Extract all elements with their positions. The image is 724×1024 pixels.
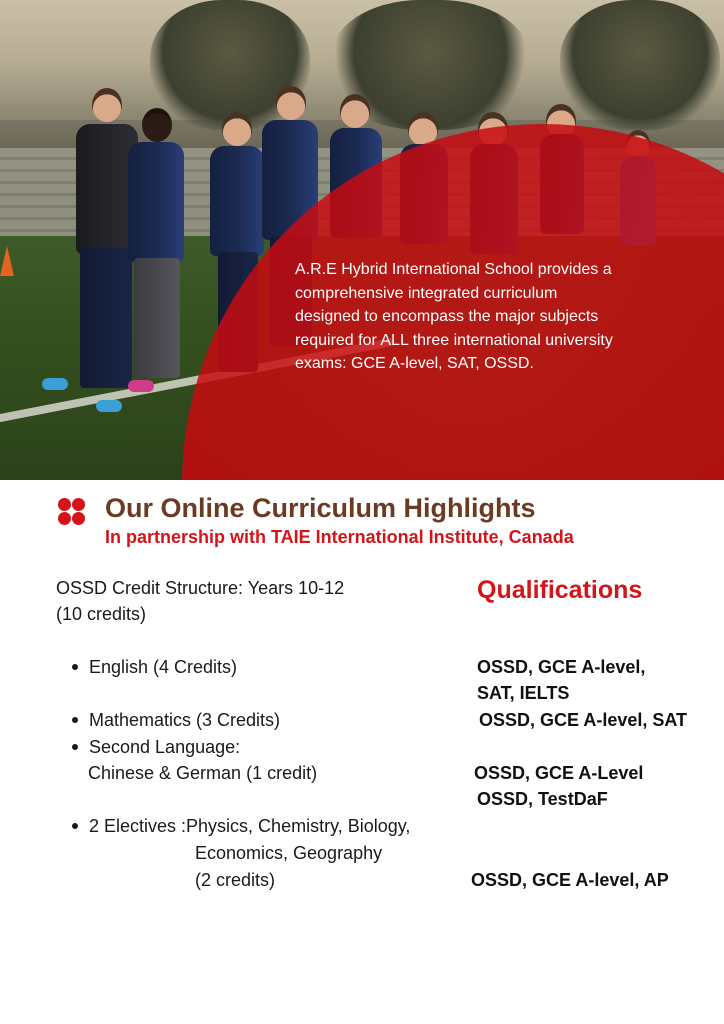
training-cone (0, 246, 14, 276)
intro-line: exams: GCE A-level, SAT, OSSD. (295, 355, 534, 372)
background-tree (560, 0, 720, 130)
subject-electives-credits: (2 credits) (195, 870, 276, 890)
qualification-english: OSSD, GCE A-level, (477, 657, 646, 677)
subject-electives: 2 Electives :Physics, Chemistry, Biology, (89, 816, 411, 836)
intro-line: required for ALL three international university (295, 331, 613, 349)
qualification-mathematics: OSSD, GCE A-level, SAT (479, 710, 688, 730)
intro-paragraph (295, 258, 685, 376)
subject-english: English (4 Credits) (89, 657, 238, 677)
section-title: Our Online Curriculum Highlights (105, 493, 536, 523)
flower-icon (58, 498, 86, 526)
hero-photo (0, 0, 724, 480)
qualification-english-cont: SAT, IELTS (477, 683, 570, 703)
intro-line: A.R.E Hybrid International School provides a (295, 261, 612, 278)
section-subtitle: In partnership with TAIE International Institute, Canada (105, 527, 574, 547)
qualification-second-language-cont: OSSD, TestDaF (477, 789, 608, 809)
subject-second-language-detail: Chinese & German (1 credit) (88, 763, 318, 783)
qualification-second-language: OSSD, GCE A-Level (474, 763, 644, 783)
credit-structure-line: OSSD Credit Structure: Years 10-12 (56, 578, 345, 598)
subject-mathematics: Mathematics (3 Credits) (89, 710, 281, 730)
intro-line: designed to encompass the major subjects (295, 308, 599, 325)
intro-line: comprehensive integrated curriculum (295, 284, 558, 302)
qualification-electives: OSSD, GCE A-level, AP (471, 870, 669, 890)
subject-electives-line2: Economics, Geography (195, 843, 383, 863)
subject-second-language: Second Language: (89, 737, 241, 757)
credit-structure-total: (10 credits) (56, 604, 147, 624)
qualifications-title: Qualifications (477, 576, 643, 604)
